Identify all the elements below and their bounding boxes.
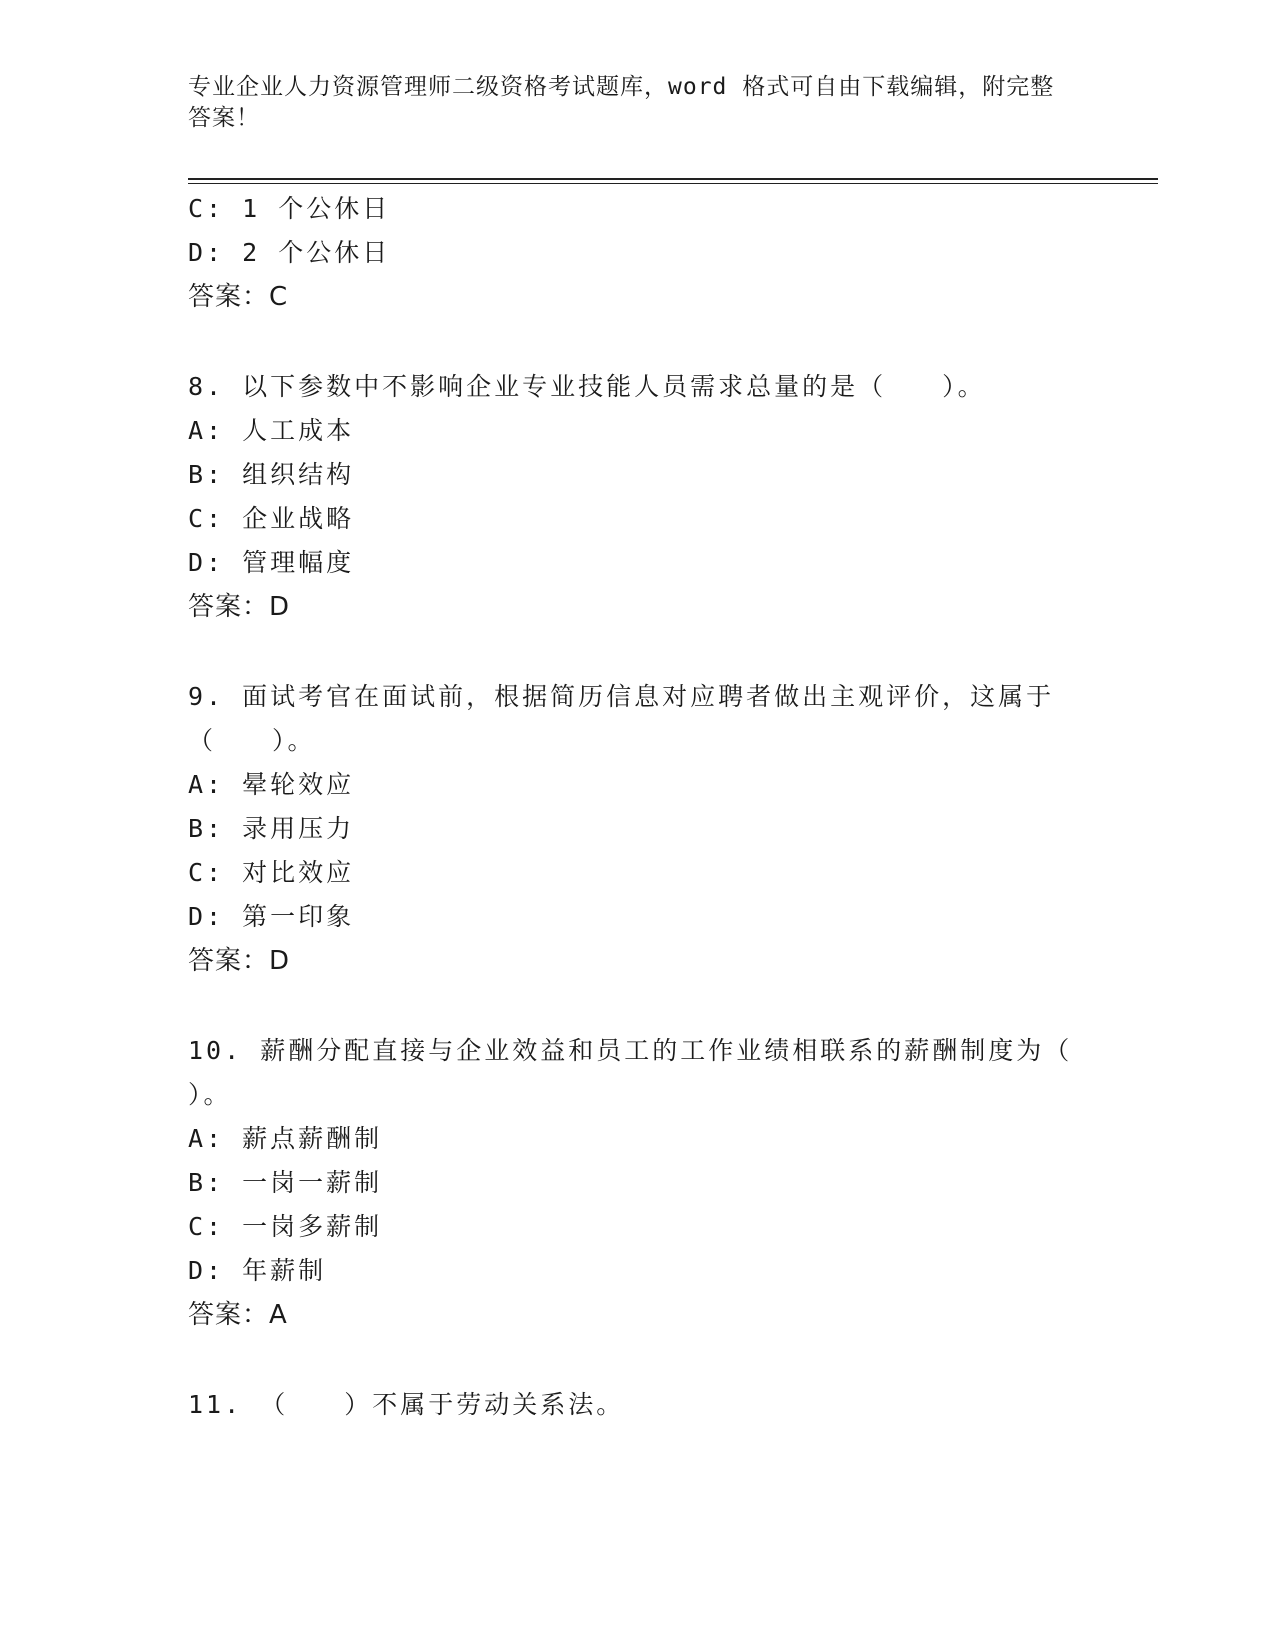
question-9-stem-cont: （ ）。	[188, 726, 316, 755]
question-10-option-d: D: 年薪制	[188, 1256, 327, 1285]
header-rule-thick	[188, 178, 1158, 180]
question-8-option-d: D: 管理幅度	[188, 548, 355, 577]
header-rule-thin	[188, 183, 1158, 184]
document-header	[188, 72, 1068, 134]
question-10-option-a: A: 薪点薪酬制	[188, 1124, 383, 1153]
question-8-option-b: B: 组织结构	[188, 460, 355, 489]
question-10-stem: 10. 薪酬分配直接与企业效益和员工的工作业绩相联系的薪酬制度为（	[188, 1036, 1073, 1065]
header-line-1: 专业企业人力资源管理师二级资格考试题库，word 格式可自由下载编辑，附完整	[188, 74, 1055, 100]
question-8-option-c: C: 企业战略	[188, 504, 355, 533]
question-9-option-a: A: 晕轮效应	[188, 770, 355, 799]
question-10-option-c: C: 一岗多薪制	[188, 1212, 383, 1241]
question-8-answer: 答案：D	[188, 592, 291, 622]
question-10-stem-cont: ）。	[188, 1080, 232, 1109]
prev-option-d: D: 2 个公休日	[188, 238, 391, 267]
question-9-stem: 9. 面试考官在面试前，根据简历信息对应聘者做出主观评价，这属于	[188, 682, 1055, 711]
question-9-option-b: B: 录用压力	[188, 814, 355, 843]
question-10-answer: 答案：A	[188, 1300, 288, 1330]
question-9-option-d: D: 第一印象	[188, 902, 355, 931]
question-8-stem: 8. 以下参数中不影响企业专业技能人员需求总量的是（ ）。	[188, 372, 986, 401]
prev-answer: 答案：C	[188, 282, 289, 312]
question-10-option-b: B: 一岗一薪制	[188, 1168, 383, 1197]
question-8-option-a: A: 人工成本	[188, 416, 355, 445]
prev-option-c: C: 1 个公休日	[188, 194, 391, 223]
question-11-stem: 11. （ ）不属于劳动关系法。	[188, 1390, 625, 1419]
header-line-2: 答案！	[188, 105, 260, 131]
question-9-option-c: C: 对比效应	[188, 858, 355, 887]
question-9-answer: 答案：D	[188, 946, 291, 976]
